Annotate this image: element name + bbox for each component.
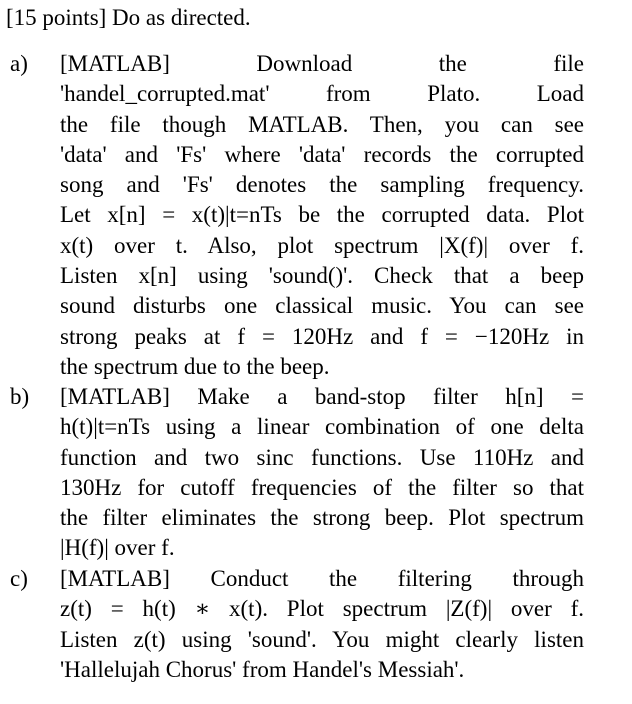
text-line: Listen z(t) using 'sound'. You might clearly listen — [60, 626, 584, 652]
text-line: strong peaks at f = 120Hz and f = −120Hz in — [60, 323, 584, 349]
problem-heading: [15 points] Do as directed. — [6, 5, 251, 30]
item-body — [60, 382, 584, 564]
text-line: Let x[n] = x(t)|t=nTs be the corrupted data. Plot — [60, 202, 584, 228]
text-line: sound disturbs one classical music. You can see — [60, 293, 584, 319]
text-line: Listen x[n] using 'sound()'. Check that a beep — [60, 263, 584, 289]
text-line: function and two sinc functions. Use 110Hz and — [60, 444, 584, 470]
text-line: song and 'Fs' denotes the sampling frequency. — [60, 172, 584, 198]
item-b — [10, 382, 584, 564]
text-line: x(t) over t. Also, plot spectrum |X(f)| over f. — [60, 232, 584, 258]
text-line: the spectrum due to the beep. — [60, 353, 330, 379]
item-label: a) — [10, 51, 28, 76]
item-a — [10, 49, 584, 382]
text-line: h(t)|t=nTs using a linear combination of one delta — [60, 414, 584, 440]
text-line: the file though MATLAB. Then, you can see — [60, 111, 584, 137]
item-c — [10, 564, 584, 685]
text-line: the filter eliminates the strong beep. Plot spectrum — [60, 505, 584, 531]
text-line: 'data' and 'Fs' where 'data' records the corrupted — [60, 141, 584, 167]
text-line: 130Hz for cutoff frequencies of the filter so that — [60, 474, 584, 500]
item-body — [60, 49, 584, 382]
text-line: 'handel_corrupted.mat' from Plato. Load — [60, 81, 584, 107]
text-line: [MATLAB] Make a band-stop filter h[n] = — [60, 384, 584, 409]
text-line: [MATLAB] Conduct the filtering through — [60, 566, 584, 591]
item-body — [60, 564, 584, 685]
text-line: |H(f)| over f. — [60, 535, 175, 561]
item-label: c) — [10, 566, 28, 591]
item-label: b) — [10, 384, 30, 409]
text-line: 'Hallelujah Chorus' from Handel's Messiah'. — [60, 656, 465, 682]
text-line: [MATLAB] Download the file — [60, 51, 584, 76]
text-line: z(t) = h(t) ∗ x(t). Plot spectrum |Z(f)| over f. — [60, 596, 584, 622]
